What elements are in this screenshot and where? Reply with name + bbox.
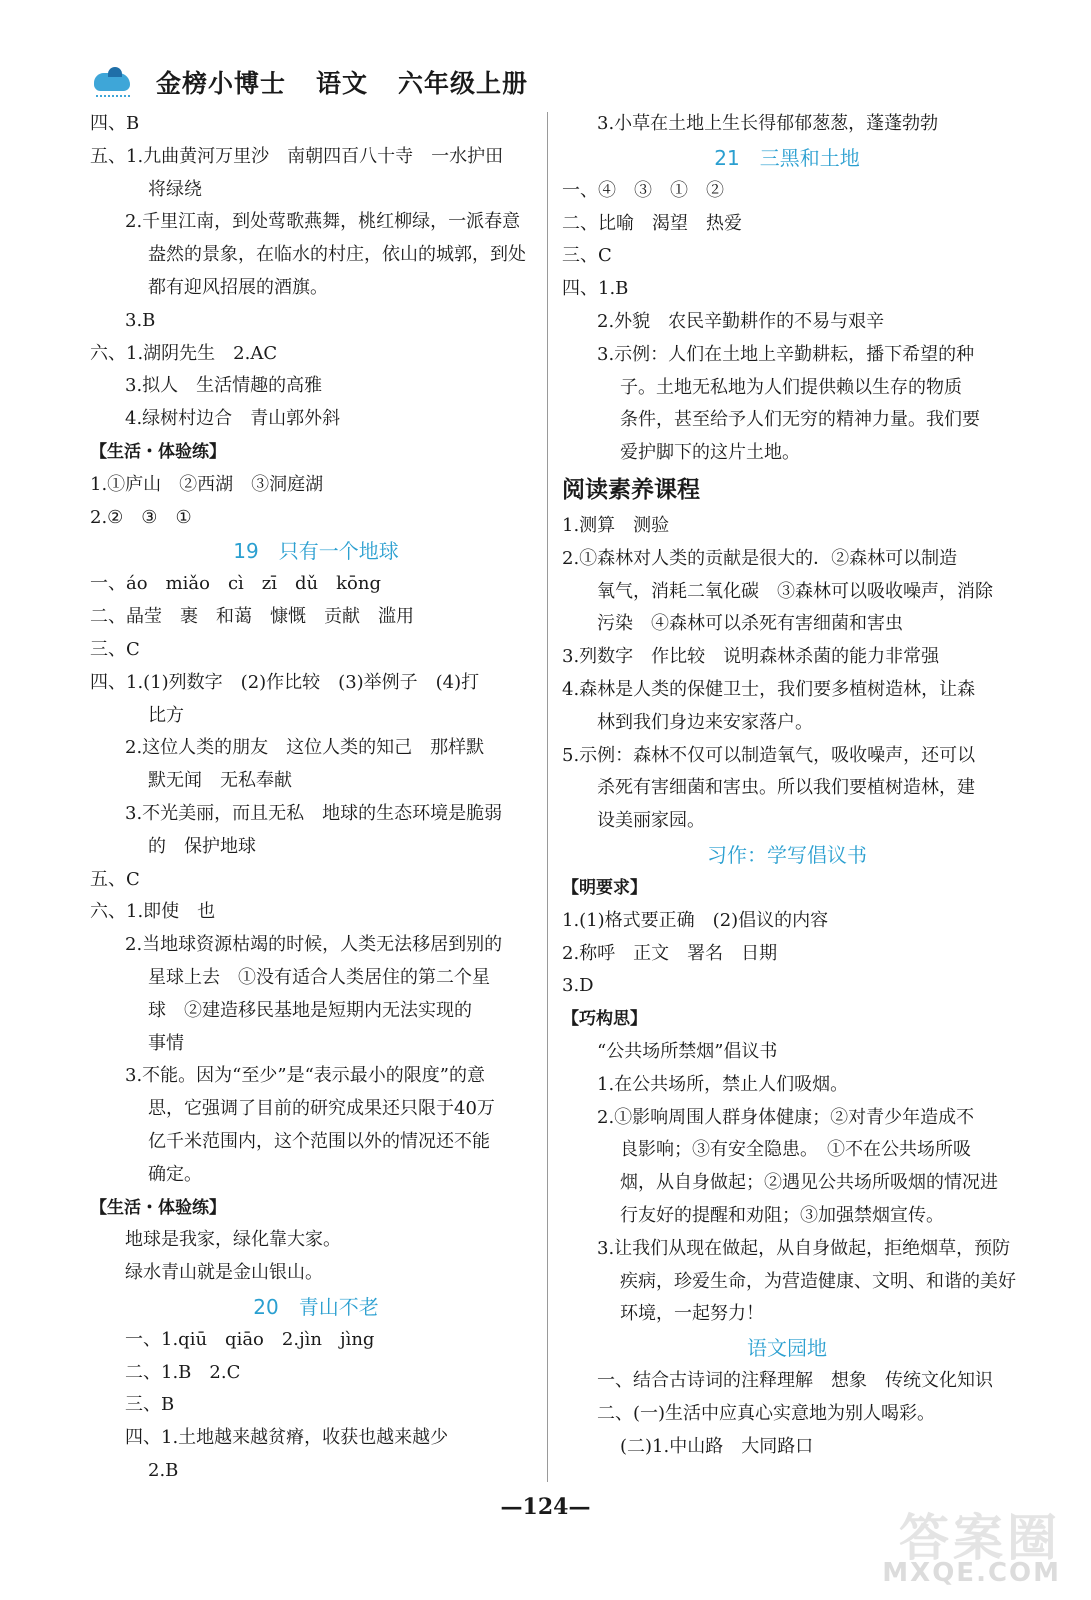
answer-line: 2.② ③ ①: [90, 506, 192, 528]
answer-line: 四、B: [90, 113, 140, 134]
answer-line: 2.①影响周围人群身体健康；②对青少年造成不: [597, 1106, 975, 1128]
brand-title: 金榜小博士: [156, 69, 287, 98]
answer-line: 2.当地球资源枯竭的时候，人类无法移居到别的: [125, 934, 503, 956]
answer-line: 事情: [148, 1032, 184, 1054]
watermark-text: 答案圈: [899, 1509, 1061, 1567]
page-header: [90, 60, 558, 104]
answer-line: 2.外貌 农民辛勤耕作的不易与艰辛: [597, 310, 885, 332]
answer-line: 3.列数字 作比较 说明森林杀菌的能力非常强: [562, 646, 940, 668]
subsection-heading: 【生活・体验练】: [90, 1197, 226, 1218]
logo-icon: [90, 67, 138, 97]
answer-line: 5.示例：森林不仅可以制造氧气，吸收噪声，还可以: [562, 744, 976, 766]
page-number: —124—: [500, 1494, 591, 1520]
answer-line: 二、1.B 2.C: [125, 1361, 241, 1383]
answer-line: 思，它强调了目前的研究成果还只限于40万: [148, 1098, 495, 1120]
answer-line: 三、B: [125, 1394, 175, 1416]
answer-line: 2.这位人类的朋友 这位人类的知己 那样默: [125, 737, 485, 759]
answer-line: 1.(1)格式要正确 (2)倡议的内容: [562, 909, 829, 931]
answer-line: 1.在公共场所，禁止人们吸烟。: [597, 1073, 849, 1095]
answer-line: 2.①森林对人类的贡献是很大的．②森林可以制造: [562, 547, 958, 569]
answer-line: 四、1.B: [562, 278, 629, 300]
right-column: [562, 108, 1016, 1463]
answer-line: 四、1.土地越来越贫瘠，收获也越来越少: [125, 1427, 449, 1449]
subsection-heading: 【生活・体验练】: [90, 441, 226, 462]
section-heading: 21 三黑和土地: [714, 145, 860, 170]
answer-line: 2.B: [148, 1460, 179, 1482]
answer-line: 疾病，珍爱生命，为营造健康、文明、和谐的美好: [620, 1270, 1016, 1292]
answer-line: 1.测算 测验: [562, 514, 670, 536]
answer-line: 杀死有害细菌和害虫。所以我们要植树造林，建: [597, 777, 975, 799]
answer-line: 一、④ ③ ① ②: [562, 179, 724, 201]
answer-line: 星球上去 ①没有适合人类居住的第二个星: [148, 966, 490, 988]
column-divider: [547, 112, 548, 1482]
answer-line: 六、1.湖阴先生 2.AC: [90, 342, 278, 364]
answer-line: 默无闻 无私奉献: [148, 770, 292, 792]
left-column: [90, 108, 542, 1488]
answer-line: 亿千米范围内，这个范围以外的情况还不能: [148, 1130, 490, 1152]
answer-line: 3.不光美丽，而且无私 地球的生态环境是脆弱: [125, 802, 503, 824]
answer-line: 2.千里江南，到处莺歌燕舞，桃红柳绿，一派春意: [125, 211, 521, 233]
answer-line: 3.不能。因为“至少”是“表示最小的限度”的意: [125, 1065, 485, 1087]
answer-line: 二、比喻 渴望 热爱: [562, 212, 742, 234]
answer-line: 地球是我家，绿化靠大家。: [125, 1229, 341, 1251]
answer-line: 都有迎风招展的酒旗。: [148, 276, 328, 298]
answer-line: 4.森林是人类的保健卫士，我们要多植树造林，让森: [562, 678, 976, 700]
answer-line: 二、(一)生活中应真心实意地为别人喝彩。: [597, 1402, 936, 1424]
answer-line: 3.拟人 生活情趣的高雅: [125, 375, 323, 397]
grade-title: 六年级上册: [398, 69, 529, 98]
answer-line: (二)1.中山路 大同路口: [620, 1435, 814, 1457]
answer-line: 子。土地无私地为人们提供赖以生存的物质: [620, 376, 962, 398]
section-heading: 语文园地: [747, 1336, 827, 1361]
answer-line: 3.示例：人们在土地上辛勤耕耘，播下希望的种: [597, 343, 975, 365]
answer-line: 条件，甚至给予人们无穷的精神力量。我们要: [620, 409, 980, 431]
watermark-logo: [871, 1498, 1061, 1588]
answer-line: 一、1.qiū qiāo 2.jìn jìng: [125, 1328, 375, 1350]
answer-line: 球 ②建造移民基地是短期内无法实现的: [148, 999, 472, 1021]
subsection-heading: 【明要求】: [562, 877, 647, 898]
answer-line: 3.B: [125, 309, 156, 331]
answer-line: 环境，一起努力！: [620, 1303, 764, 1325]
answer-line: 二、晶莹 裹 和蔼 慷慨 贡献 滥用: [90, 606, 414, 628]
answer-line: 五、1.九曲黄河万里沙 南朝四百八十寺 一水护田: [90, 145, 504, 167]
subject-title: 语文: [316, 69, 369, 98]
answer-line: 三、C: [562, 245, 612, 267]
answer-line: 良影响；③有安全隐患。 ①不在公共场所吸: [620, 1139, 971, 1161]
answer-line: 3.让我们从现在做起，从自身做起，拒绝烟草，预防: [597, 1237, 1011, 1259]
answer-line: 盎然的景象，在临水的村庄，依山的城郭，到处: [148, 244, 526, 266]
section-heading: 20 青山不老: [253, 1294, 379, 1319]
section-heading: 19 只有一个地球: [233, 539, 399, 564]
answer-line: 污染 ④森林可以杀死有害细菌和害虫: [597, 613, 903, 635]
answer-line: 四、1.(1)列数字 (2)作比较 (3)举例子 (4)打: [90, 671, 480, 693]
answer-line: 确定。: [148, 1163, 202, 1185]
answer-line: 烟，从自身做起；②遇见公共场所吸烟的情况进: [620, 1172, 998, 1194]
answer-line: 比方: [148, 704, 184, 726]
answer-line: 设美丽家园。: [597, 810, 705, 832]
answer-line: 氧气，消耗二氧化碳 ③森林可以吸收噪声，消除: [597, 580, 993, 602]
answer-line: 绿水青山就是金山银山。: [125, 1262, 323, 1284]
watermark-url: MXQE.COM: [882, 1558, 1061, 1588]
answer-line: 一、áo miǎo cì zī dǔ kōng: [90, 573, 382, 595]
subsection-heading: 【巧构思】: [562, 1009, 647, 1030]
answer-line: 爱护脚下的这片土地。: [620, 442, 800, 464]
major-heading: 阅读素养课程: [562, 476, 700, 503]
answer-line: 三、C: [90, 638, 140, 660]
answer-line: 2.称呼 正文 署名 日期: [562, 942, 778, 964]
answer-line: 3.D: [562, 975, 594, 997]
answer-line: 4.绿树村边合 青山郭外斜: [125, 408, 341, 430]
answer-line: 将绿绕: [148, 178, 202, 200]
answer-line: 的 保护地球: [148, 835, 256, 857]
answer-line: 行友好的提醒和劝阻；③加强禁烟宣传。: [620, 1204, 944, 1226]
answer-line: 3.小草在土地上生长得郁郁葱葱，蓬蓬勃勃: [597, 113, 939, 134]
answer-line: 一、结合古诗词的注释理解 想象 传统文化知识: [597, 1370, 993, 1392]
section-heading: 习作：学写倡议书: [707, 842, 867, 867]
answer-line: 五、C: [90, 868, 140, 890]
answer-line: 林到我们身边来安家落户。: [597, 711, 813, 733]
answer-line: “公共场所禁烟”倡议书: [597, 1040, 778, 1062]
answer-line: 六、1.即使 也: [90, 901, 216, 923]
answer-line: 1.①庐山 ②西湖 ③洞庭湖: [90, 473, 324, 495]
